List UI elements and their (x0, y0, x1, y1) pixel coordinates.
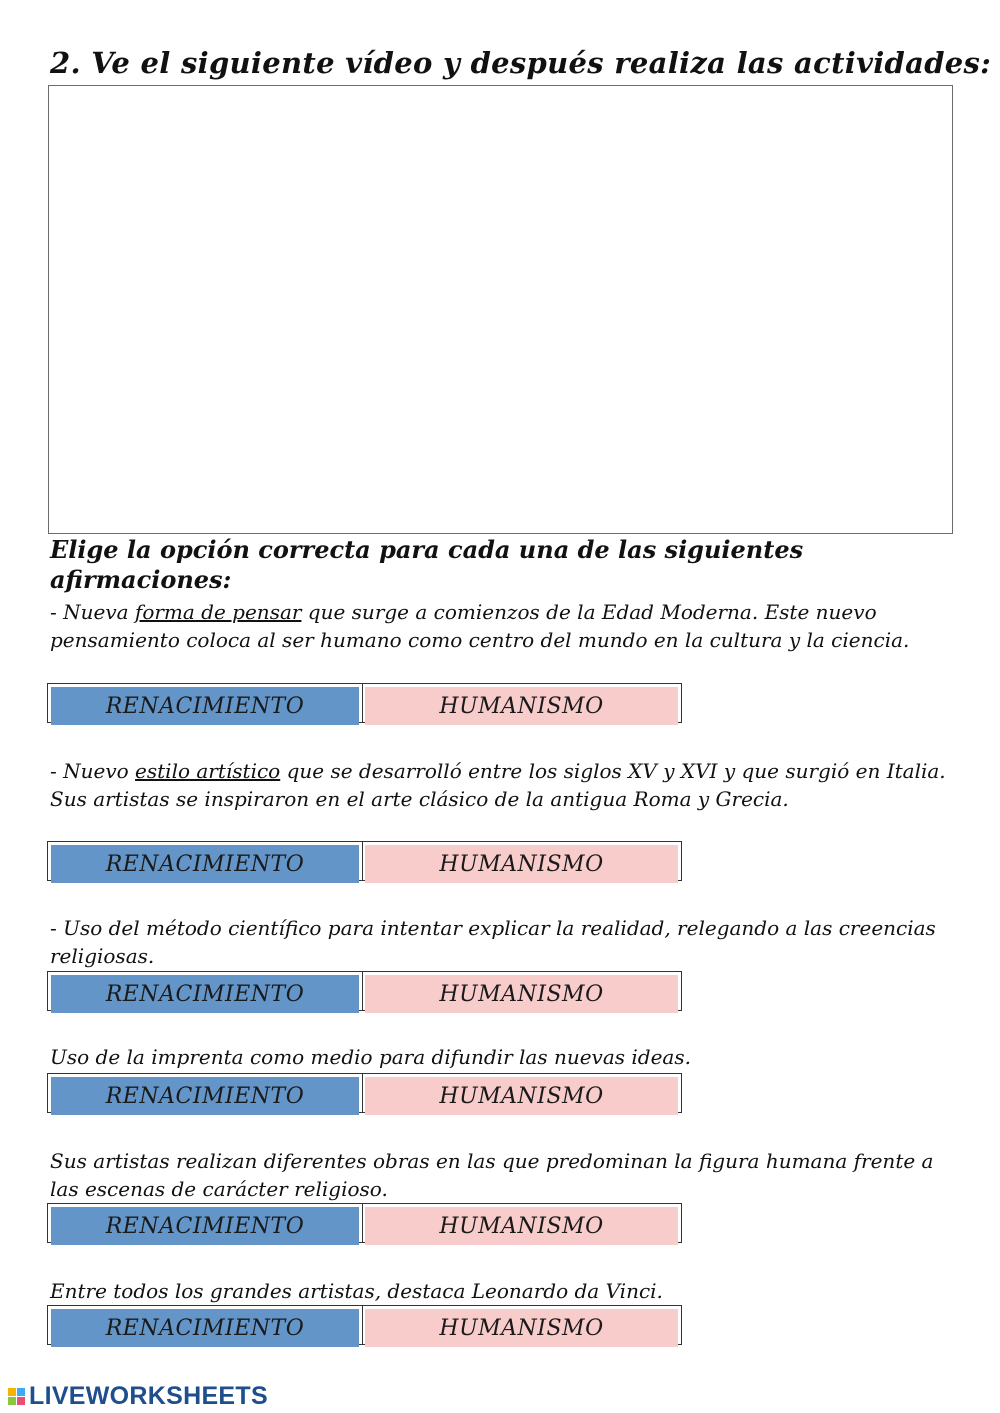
statement-2: - Nuevo estilo artístico que se desarrolló entre los siglos XV y XVI y que surgió en Italia. Sus artistas se inspiraron en el arte clásico de la antigua Roma y Grecia. (50, 759, 946, 811)
option-renacimiento-4[interactable]: RENACIMIENTO (51, 1077, 359, 1115)
brand-name: LIVEWORKSHEETS (29, 1382, 268, 1410)
divider (362, 1074, 363, 1112)
statement-6: Entre todos los grandes artistas, destaca Leonardo da Vinci. (50, 1279, 663, 1303)
option-humanismo-2[interactable]: HUMANISMO (365, 845, 678, 883)
statement-1-keyword: forma de pensar (134, 600, 302, 624)
statement-1: - Nueva forma de pensar que surge a comienzos de la Edad Moderna. Este nuevo pensamiento coloca al ser humano como centro del mundo en la cultura y la ciencia. (50, 600, 910, 652)
choice-row-6 (47, 1305, 682, 1345)
divider (362, 972, 363, 1010)
choice-row-2 (47, 841, 682, 881)
divider (362, 684, 363, 722)
option-renacimiento-6[interactable]: RENACIMIENTO (51, 1309, 359, 1347)
choice-row-5 (47, 1203, 682, 1243)
choice-row-4 (47, 1073, 682, 1113)
footer-branding (8, 1382, 268, 1411)
option-humanismo-4[interactable]: HUMANISMO (365, 1077, 678, 1115)
option-renacimiento-2[interactable]: RENACIMIENTO (51, 845, 359, 883)
option-humanismo-5[interactable]: HUMANISMO (365, 1207, 678, 1245)
instructions: Elige la opción correcta para cada una de las siguientes afirmaciones: (50, 535, 804, 594)
page-title: 2. Ve el siguiente vídeo y después realiza las actividades: (50, 46, 992, 80)
statement-4: Uso de la imprenta como medio para difundir las nuevas ideas. (50, 1045, 691, 1069)
option-humanismo-6[interactable]: HUMANISMO (365, 1309, 678, 1347)
option-renacimiento-5[interactable]: RENACIMIENTO (51, 1207, 359, 1245)
option-renacimiento-1[interactable]: RENACIMIENTO (51, 687, 359, 725)
statement-3: - Uso del método científico para intentar explicar la realidad, relegando a las creencias religiosas. (50, 916, 936, 968)
divider (362, 842, 363, 880)
choice-row-3 (47, 971, 682, 1011)
option-humanismo-3[interactable]: HUMANISMO (365, 975, 678, 1013)
statement-5: Sus artistas realizan diferentes obras en las que predominan la figura humana frente a las escenas de carácter religioso. (50, 1149, 934, 1201)
divider (362, 1204, 363, 1242)
option-renacimiento-3[interactable]: RENACIMIENTO (51, 975, 359, 1013)
choice-row-1 (47, 683, 682, 723)
video-embed[interactable] (48, 85, 953, 534)
statement-2-keyword: estilo artístico (135, 759, 281, 783)
liveworksheets-logo-icon (8, 1388, 25, 1405)
option-humanismo-1[interactable]: HUMANISMO (365, 687, 678, 725)
divider (362, 1306, 363, 1344)
